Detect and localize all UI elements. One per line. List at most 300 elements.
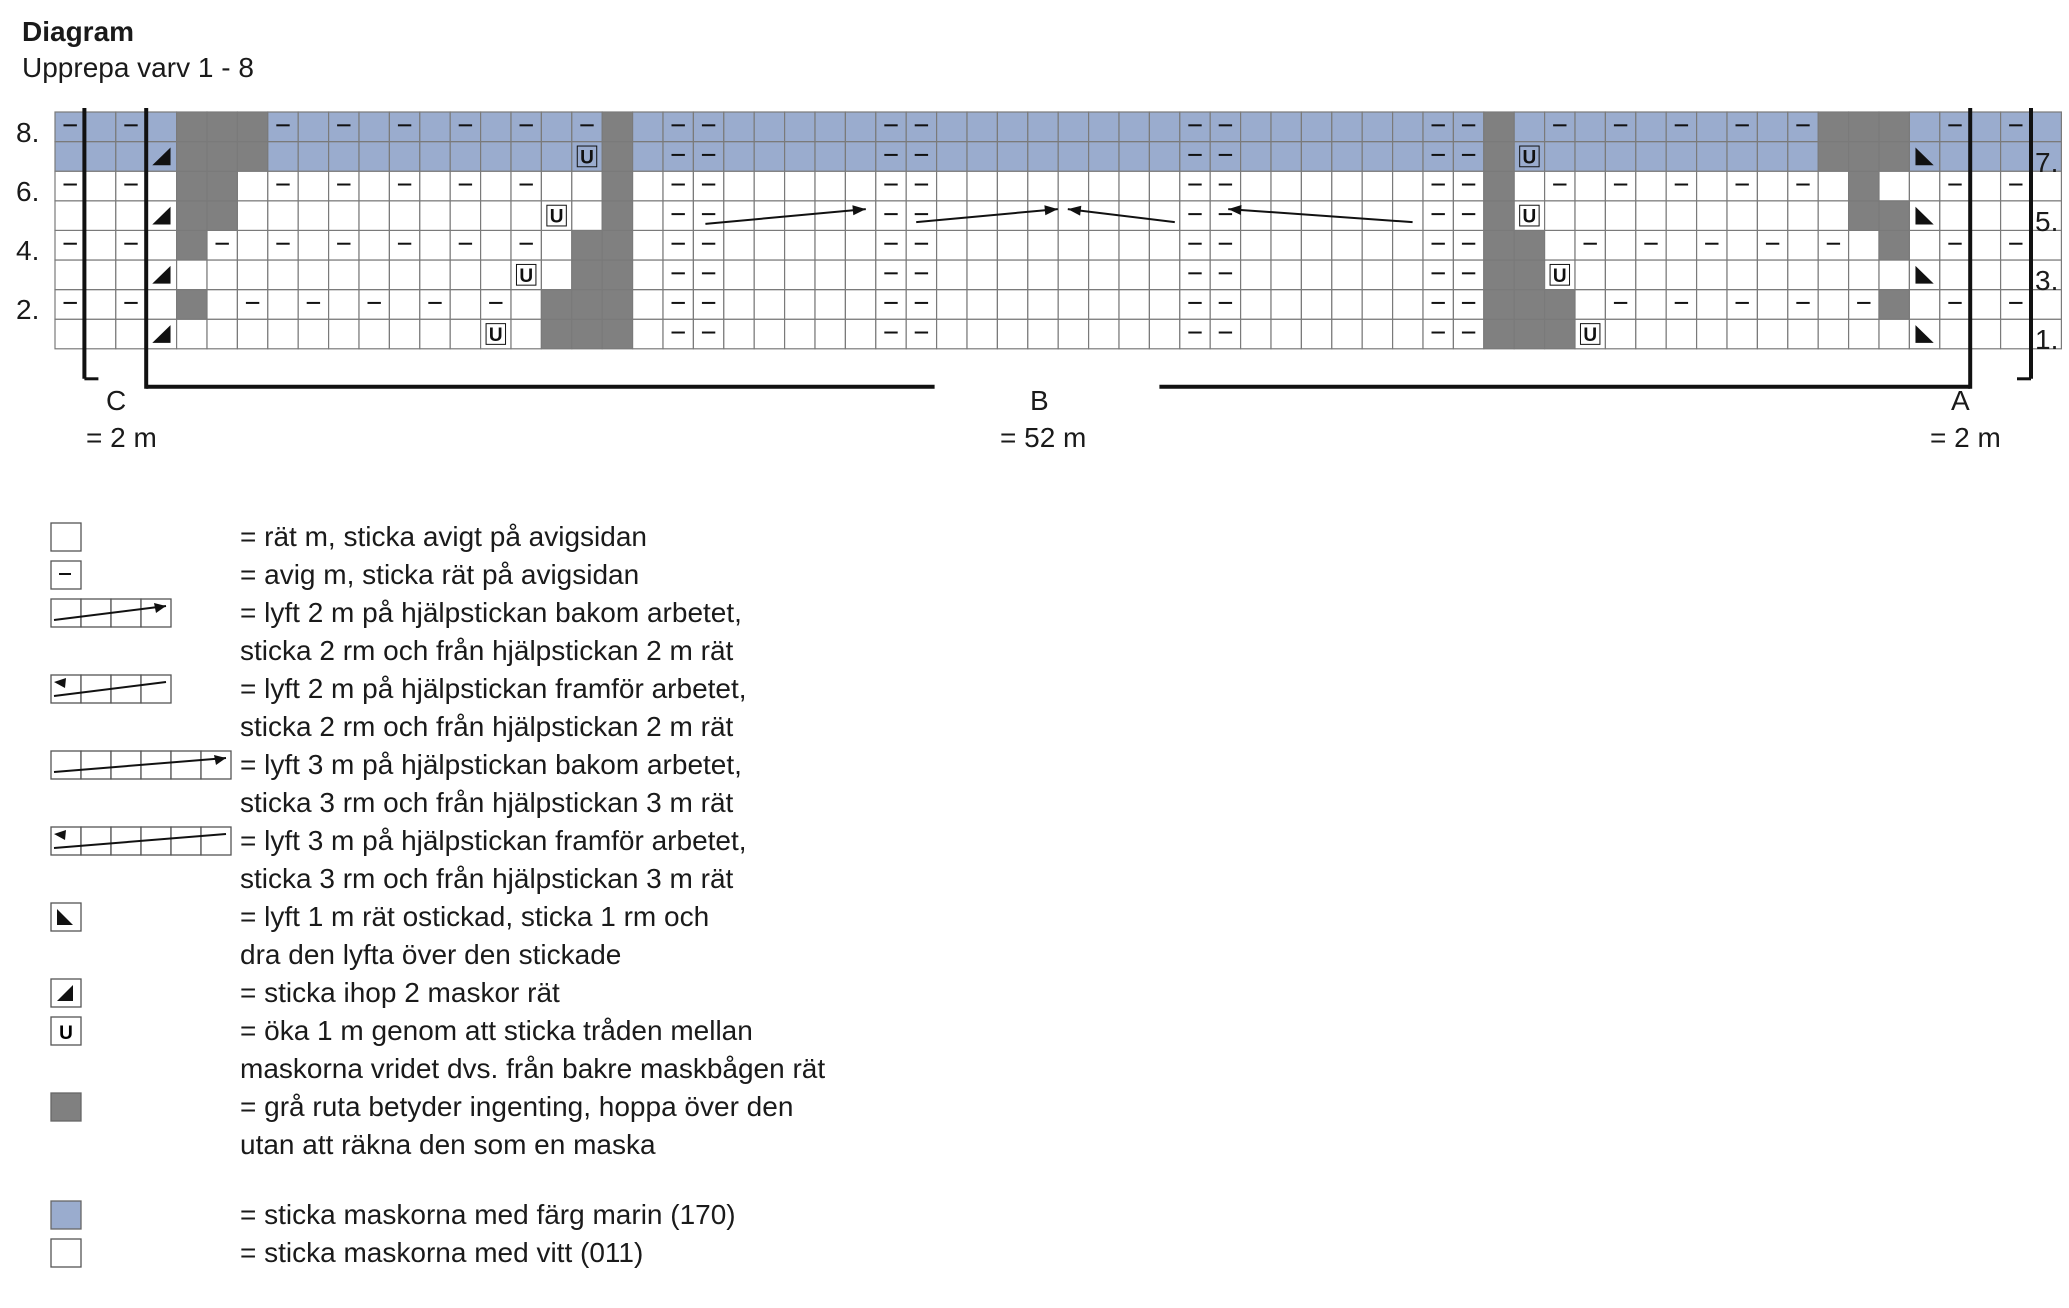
chart-cell [207, 112, 237, 142]
chart-cell [2001, 260, 2031, 290]
chart-cell [450, 142, 480, 172]
chart-cell [754, 290, 784, 320]
chart-cell [1301, 171, 1331, 201]
legend-line: = rät m, sticka avigt på avigsidan [240, 521, 647, 552]
chart-cell [268, 201, 298, 231]
chart-cell [906, 171, 936, 201]
chart-cell [572, 171, 602, 201]
chart-cell [177, 290, 207, 320]
chart-cell [511, 230, 541, 260]
chart-cell [541, 260, 571, 290]
chart-cell [1332, 260, 1362, 290]
chart-cell [967, 290, 997, 320]
chart-cell [602, 260, 632, 290]
chart-cell [177, 230, 207, 260]
chart-cell [1636, 290, 1666, 320]
chart-cell [450, 319, 480, 349]
chart-cell [1788, 171, 1818, 201]
chart-cell [511, 319, 541, 349]
chart-cell [1271, 171, 1301, 201]
chart-cell [1849, 290, 1879, 320]
chart-cell [1788, 260, 1818, 290]
chart-cell [146, 112, 176, 142]
chart-cell [1666, 171, 1696, 201]
chart-cell [693, 290, 723, 320]
chart-cell [1636, 319, 1666, 349]
cable-2-back-symbol [50, 598, 172, 630]
chart-cell [1545, 142, 1575, 172]
chart-cell [511, 201, 541, 231]
chart-cell [1210, 171, 1240, 201]
chart-cell [785, 319, 815, 349]
chart-cell [450, 201, 480, 231]
chart-cell [1453, 230, 1483, 260]
chart-cell [359, 142, 389, 172]
chart-cell [389, 112, 419, 142]
chart-cell [1636, 112, 1666, 142]
legend-line: = sticka maskorna med vitt (011) [240, 1237, 644, 1268]
row-label-6: 6. [16, 176, 40, 207]
chart-cell [1818, 171, 1848, 201]
chart-cell [1757, 290, 1787, 320]
chart-cell [116, 290, 146, 320]
chart-cell [1332, 319, 1362, 349]
chart-cell [1909, 260, 1939, 290]
chart-cell [511, 112, 541, 142]
chart-cell [1484, 142, 1514, 172]
chart-cell [845, 290, 875, 320]
chart-cell [906, 260, 936, 290]
chart-cell [785, 112, 815, 142]
chart-cell [146, 319, 176, 349]
increase-symbol [50, 1016, 82, 1048]
chart-cell [1666, 319, 1696, 349]
chart-cell [1727, 112, 1757, 142]
chart-cell [724, 319, 754, 349]
chart-cell [207, 171, 237, 201]
chart-cell [1879, 230, 1909, 260]
chart-cell [997, 230, 1027, 260]
chart-cell [937, 142, 967, 172]
chart-cell [1788, 201, 1818, 231]
chart-cell [1697, 230, 1727, 260]
chart-cell [1605, 290, 1635, 320]
chart-cell [967, 230, 997, 260]
chart-cell [754, 260, 784, 290]
chart-cell [237, 142, 267, 172]
chart-cell [85, 112, 115, 142]
chart-cell [815, 319, 845, 349]
legend-text [240, 822, 747, 898]
chart-cell [329, 260, 359, 290]
chart-cell [633, 230, 663, 260]
chart-cell [1119, 142, 1149, 172]
chart-cell [876, 171, 906, 201]
chart-cell [572, 112, 602, 142]
row-label-4: 4. [16, 235, 40, 266]
legend-line: = lyft 3 m på hjälpstickan bakom arbetet, [240, 749, 742, 780]
chart-cell [633, 290, 663, 320]
legend-text [240, 898, 709, 974]
chart-cell [1605, 319, 1635, 349]
chart-cell [1453, 319, 1483, 349]
chart-cell [845, 171, 875, 201]
legend-line: sticka 3 rm och från hjälpstickan 3 m rät [240, 787, 734, 818]
chart-cell [1666, 290, 1696, 320]
chart-cell [1727, 142, 1757, 172]
chart-cell [420, 201, 450, 231]
chart-cell [450, 260, 480, 290]
chart-cell [1210, 142, 1240, 172]
chart-cell [724, 230, 754, 260]
chart-cell [1545, 201, 1575, 231]
chart-cell [329, 319, 359, 349]
chart-cell [693, 142, 723, 172]
legend-text [240, 1234, 643, 1272]
chart-cell [1149, 290, 1179, 320]
chart-cell [389, 201, 419, 231]
chart-cell [1393, 171, 1423, 201]
chart-cell [602, 319, 632, 349]
chart-cell [1818, 201, 1848, 231]
chart-cell [420, 290, 450, 320]
chart-cell [602, 142, 632, 172]
chart-cell [1484, 171, 1514, 201]
chart-cell [1362, 171, 1392, 201]
chart-cell [207, 201, 237, 231]
legend-text [240, 594, 742, 670]
chart-cell [1545, 290, 1575, 320]
chart-cell [1636, 260, 1666, 290]
chart-cell [237, 201, 267, 231]
chart-cell [541, 142, 571, 172]
legend-text [240, 1196, 736, 1234]
chart-cell [85, 171, 115, 201]
chart-cell [663, 260, 693, 290]
chart-cell [1727, 201, 1757, 231]
chart-cell [1210, 260, 1240, 290]
legend-line: sticka 2 rm och från hjälpstickan 2 m rät [240, 635, 734, 666]
chart-cell [937, 260, 967, 290]
chart-cell [785, 142, 815, 172]
chart-cell [633, 142, 663, 172]
chart-cell [1423, 112, 1453, 142]
chart-cell [1575, 230, 1605, 260]
chart-cell [785, 260, 815, 290]
chart-cell [815, 230, 845, 260]
chart-cell [1149, 260, 1179, 290]
chart-cell [1575, 290, 1605, 320]
chart-cell [1545, 171, 1575, 201]
legend-line: = öka 1 m genom att sticka tråden mellan [240, 1015, 753, 1046]
chart-cell [845, 142, 875, 172]
chart-cell [55, 142, 85, 172]
chart-cell [389, 319, 419, 349]
chart-cell [1089, 260, 1119, 290]
chart-cells [55, 112, 2061, 349]
chart-cell [1484, 290, 1514, 320]
chart-cell [1393, 230, 1423, 260]
legend-line: sticka 2 rm och från hjälpstickan 2 m rät [240, 711, 734, 742]
chart-cell [55, 112, 85, 142]
diagram-subtitle: Upprepa varv 1 - 8 [22, 52, 254, 83]
legend-line: = sticka ihop 2 maskor rät [240, 977, 560, 1008]
chart-cell [1393, 290, 1423, 320]
chart-cell [1058, 230, 1088, 260]
chart-cell [937, 201, 967, 231]
chart-cell [1028, 112, 1058, 142]
chart-cell [754, 230, 784, 260]
chart-cell [663, 230, 693, 260]
chart-cell [1210, 112, 1240, 142]
chart-cell [663, 290, 693, 320]
chart-cell [1970, 201, 2000, 231]
chart-cell [1423, 142, 1453, 172]
chart-cell [268, 230, 298, 260]
chart-cell [237, 171, 267, 201]
chart-cell [997, 171, 1027, 201]
chart-cell [572, 319, 602, 349]
chart-cell [1332, 290, 1362, 320]
chart-cell [389, 290, 419, 320]
chart-cell [1393, 319, 1423, 349]
chart-cell [1119, 319, 1149, 349]
chart-cell [1484, 230, 1514, 260]
chart-cell [754, 201, 784, 231]
chart-cell [1879, 142, 1909, 172]
chart-cell [237, 319, 267, 349]
legend-line: = lyft 3 m på hjälpstickan framför arbetet, [240, 825, 747, 856]
chart-cell [1362, 112, 1392, 142]
chart-cell [572, 290, 602, 320]
chart-cell [602, 201, 632, 231]
chart-cell [2001, 142, 2031, 172]
chart-cell [906, 230, 936, 260]
chart-cell [1453, 201, 1483, 231]
chart-cell [1332, 142, 1362, 172]
chart-cell [2001, 319, 2031, 349]
increase-label: U [1522, 147, 1537, 169]
row-label-2: 2. [16, 294, 40, 325]
chart-cell [177, 142, 207, 172]
chart-cell [1909, 112, 1939, 142]
chart-cell [1697, 112, 1727, 142]
chart-cell [329, 171, 359, 201]
chart-cell [1089, 290, 1119, 320]
chart-cell [1089, 171, 1119, 201]
chart-cell [937, 171, 967, 201]
chart-cell [420, 260, 450, 290]
chart-cell [1058, 260, 1088, 290]
chart-cell [1575, 201, 1605, 231]
chart-cell [845, 112, 875, 142]
chart-cell [237, 112, 267, 142]
chart-cell [1666, 142, 1696, 172]
chart-cell [329, 290, 359, 320]
legend-text [240, 1088, 793, 1164]
chart-cell [1301, 112, 1331, 142]
chart-cell [1149, 142, 1179, 172]
chart-cell [693, 319, 723, 349]
chart-cell [1697, 142, 1727, 172]
chart-cell [1666, 112, 1696, 142]
chart-cell [876, 290, 906, 320]
chart-cell [237, 260, 267, 290]
chart-cell [55, 260, 85, 290]
legend-text [240, 670, 747, 746]
chart-cell [1970, 319, 2000, 349]
chart-cell [997, 290, 1027, 320]
chart-cell [481, 112, 511, 142]
chart-cell [1180, 230, 1210, 260]
chart-cell [572, 201, 602, 231]
chart-cell [85, 142, 115, 172]
chart-cell [1909, 142, 1939, 172]
chart-cell [237, 230, 267, 260]
chart-cell [724, 201, 754, 231]
chart-cell [2001, 201, 2031, 231]
chart-cell [389, 171, 419, 201]
chart-cell [298, 319, 328, 349]
chart-cell [1058, 290, 1088, 320]
chart-cell [1393, 142, 1423, 172]
chart-cell [1058, 171, 1088, 201]
chart-cell [1453, 142, 1483, 172]
chart-cell [1149, 201, 1179, 231]
chart-cell [785, 171, 815, 201]
chart-cell [1879, 201, 1909, 231]
chart-cell [1362, 260, 1392, 290]
chart-cell [1241, 171, 1271, 201]
chart-cell [1970, 112, 2000, 142]
chart-cell [693, 201, 723, 231]
legend-line: sticka 3 rm och från hjälpstickan 3 m rät [240, 863, 734, 894]
section-c-count: = 2 m [86, 422, 157, 453]
chart-cell [359, 171, 389, 201]
chart-cell [329, 142, 359, 172]
chart-cell [1818, 290, 1848, 320]
chart-cell [1909, 290, 1939, 320]
chart-cell [1757, 260, 1787, 290]
chart-cell [481, 142, 511, 172]
chart-cell [997, 142, 1027, 172]
chart-cell [268, 260, 298, 290]
chart-cell [693, 230, 723, 260]
purl-symbol [50, 560, 82, 592]
chart-cell [876, 201, 906, 231]
section-b-letter: B [1030, 385, 1049, 416]
chart-cell [1940, 142, 1970, 172]
chart-cell [1666, 260, 1696, 290]
chart-cell [1241, 142, 1271, 172]
chart-cell [1879, 260, 1909, 290]
chart-cell [511, 142, 541, 172]
chart-cell [146, 171, 176, 201]
chart-cell [1362, 142, 1392, 172]
chart-cell [1970, 260, 2000, 290]
chart-cell [450, 112, 480, 142]
chart-cell [997, 260, 1027, 290]
chart-cell [1028, 260, 1058, 290]
chart-cell [1788, 112, 1818, 142]
chart-cell [754, 171, 784, 201]
marin-symbol [50, 1200, 82, 1232]
legend-line: = lyft 1 m rät ostickad, sticka 1 rm och [240, 901, 710, 932]
section-c-letter: C [106, 385, 127, 416]
chart-cell [1180, 319, 1210, 349]
chart-cell [2001, 290, 2031, 320]
chart-cell [1362, 201, 1392, 231]
chart-cell [1545, 319, 1575, 349]
chart-cell [420, 171, 450, 201]
chart-cell [845, 319, 875, 349]
chart-cell [1301, 230, 1331, 260]
chart-cell [997, 112, 1027, 142]
chart-cell [633, 201, 663, 231]
chart-cell [693, 112, 723, 142]
chart-cell [1423, 319, 1453, 349]
chart-cell [177, 319, 207, 349]
chart-cell [1940, 260, 1970, 290]
chart-cell [511, 290, 541, 320]
chart-cell [2001, 171, 2031, 201]
chart-cell [1058, 319, 1088, 349]
cable-3-front-symbol [50, 826, 232, 858]
chart-cell [906, 319, 936, 349]
chart-cell [1210, 201, 1240, 231]
chart-cell [633, 112, 663, 142]
chart-cell [85, 201, 115, 231]
chart-cell [541, 230, 571, 260]
chart-cell [693, 171, 723, 201]
chart-cell [2001, 112, 2031, 142]
chart-cell [420, 142, 450, 172]
chart-cell [1332, 230, 1362, 260]
chart-cell [2001, 230, 2031, 260]
chart-cell [329, 201, 359, 231]
chart-cell [420, 319, 450, 349]
chart-cell [1879, 171, 1909, 201]
chart-cell [1727, 171, 1757, 201]
chart-cell [1970, 290, 2000, 320]
increase-label: U [1552, 265, 1567, 287]
chart-cell [1301, 319, 1331, 349]
chart-cell [724, 112, 754, 142]
chart-cell [1849, 319, 1879, 349]
chart-cell [1575, 260, 1605, 290]
chart-cell [1514, 171, 1544, 201]
chart-cell [1727, 260, 1757, 290]
row-label-7: 7. [2035, 147, 2059, 178]
chart-cell [359, 230, 389, 260]
chart-cell [1636, 230, 1666, 260]
chart-cell [268, 142, 298, 172]
chart-cell [1940, 201, 1970, 231]
legend-line: = avig m, sticka rät på avigsidan [240, 559, 640, 590]
chart-cell [298, 171, 328, 201]
cable-2-front-symbol [50, 674, 172, 706]
chart-cell [1605, 230, 1635, 260]
chart-cell [1453, 290, 1483, 320]
row-label-8: 8. [16, 117, 40, 148]
chart-cell [298, 201, 328, 231]
chart-cell [85, 319, 115, 349]
chart-cell [1241, 319, 1271, 349]
legend-line: = lyft 2 m på hjälpstickan framför arbetet, [240, 673, 747, 704]
chart-cell [329, 112, 359, 142]
chart-cell [1940, 112, 1970, 142]
chart-cell [937, 290, 967, 320]
